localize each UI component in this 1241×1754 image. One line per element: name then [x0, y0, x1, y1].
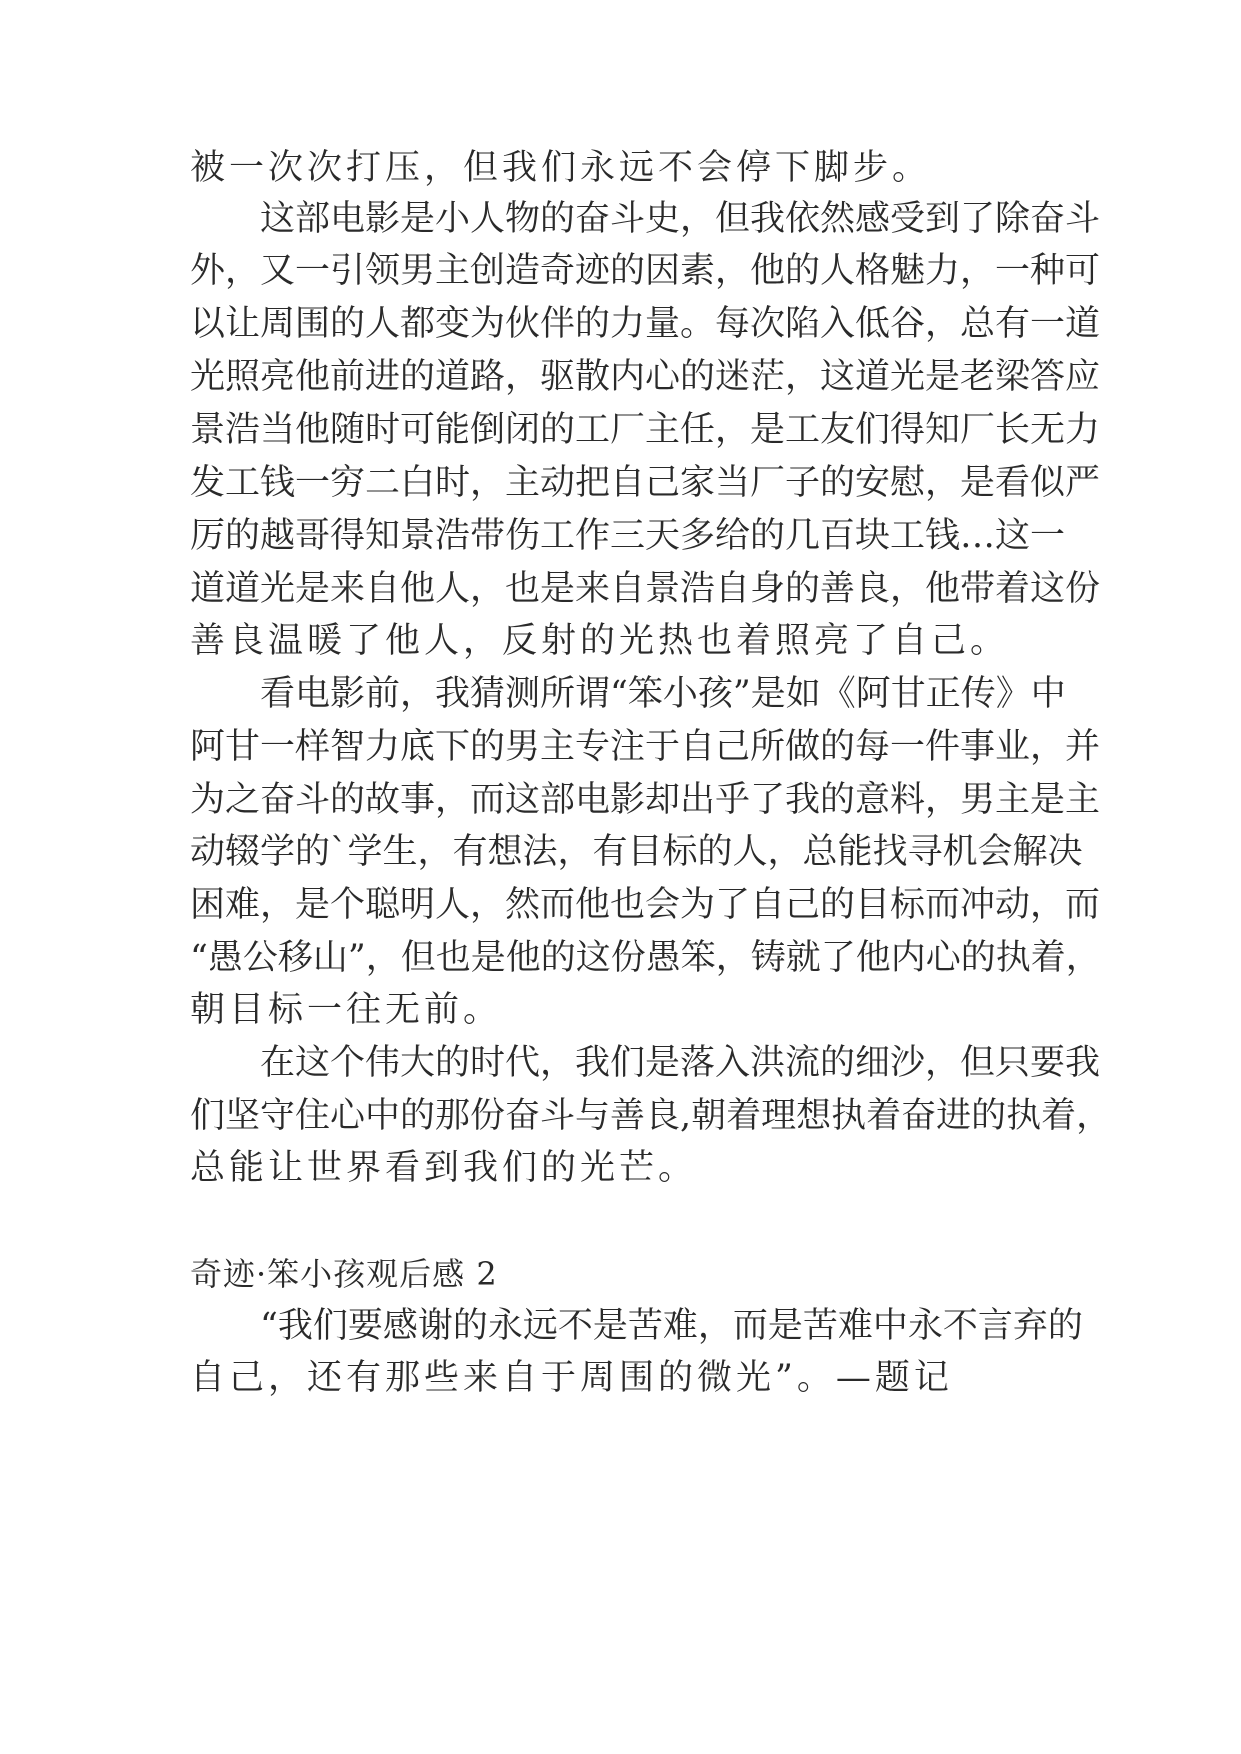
paragraph-line: 善良温暖了他人，反射的光热也着照亮了自己。	[190, 621, 1010, 661]
paragraph-line: 朝目标一往无前。	[190, 990, 503, 1030]
paragraph-line: 自己，还有那些来自于周围的微光”。—题记	[190, 1358, 953, 1398]
paragraph-line: 以让周围的人都变为伙伴的力量。每次陷入低谷，总有一道	[190, 304, 1101, 344]
paragraph-line: “我们要感谢的永远不是苦难，而是苦难中永不言弃的	[260, 1306, 1083, 1346]
paragraph-line: 动辍学的`学生，有想法，有目标的人，总能找寻机会解决	[190, 832, 1083, 872]
paragraph-line: 看电影前，我猜测所谓“笨小孩”是如《阿甘正传》中	[260, 674, 1066, 714]
paragraph-line: 困难，是个聪明人，然而他也会为了自己的目标而冲动，而	[190, 885, 1101, 925]
paragraph-line: 被一次次打压，但我们永远不会停下脚步。	[190, 148, 932, 188]
paragraph-line: 发工钱一穷二白时，主动把自己家当厂子的安慰，是看似严	[190, 463, 1101, 503]
paragraph-line: 厉的越哥得知景浩带伤工作三天多给的几百块工钱…这一	[190, 516, 1066, 556]
paragraph-line: 阿甘一样智力底下的男主专注于自己所做的每一件事业，并	[190, 727, 1101, 767]
paragraph-line: 为之奋斗的故事，而这部电影却出乎了我的意料，男主是主	[190, 780, 1101, 820]
paragraph-line: 外，又一引领男主创造奇迹的因素，他的人格魅力，一种可	[190, 251, 1101, 291]
paragraph-line: 总能让世界看到我们的光芒。	[190, 1148, 698, 1188]
paragraph-line: 这部电影是小人物的奋斗史，但我依然感受到了除奋斗	[260, 199, 1101, 239]
paragraph-line: 在这个伟大的时代，我们是落入洪流的细沙，但只要我	[260, 1043, 1101, 1083]
section-heading: 奇迹·笨小孩观后感 2	[190, 1255, 498, 1293]
paragraph-line: 道道光是来自他人，也是来自景浩自身的善良，他带着这份	[190, 569, 1101, 609]
paragraph-line: 们坚守住心中的那份奋斗与善良,朝着理想执着奋进的执着，	[190, 1096, 1112, 1136]
paragraph-line: “愚公移山”，但也是他的这份愚笨，铸就了他内心的执着，	[190, 938, 1101, 978]
paragraph-line: 光照亮他前进的道路，驱散内心的迷茫，这道光是老梁答应	[190, 357, 1101, 397]
paragraph-line: 景浩当他随时可能倒闭的工厂主任，是工友们得知厂长无力	[190, 410, 1101, 450]
